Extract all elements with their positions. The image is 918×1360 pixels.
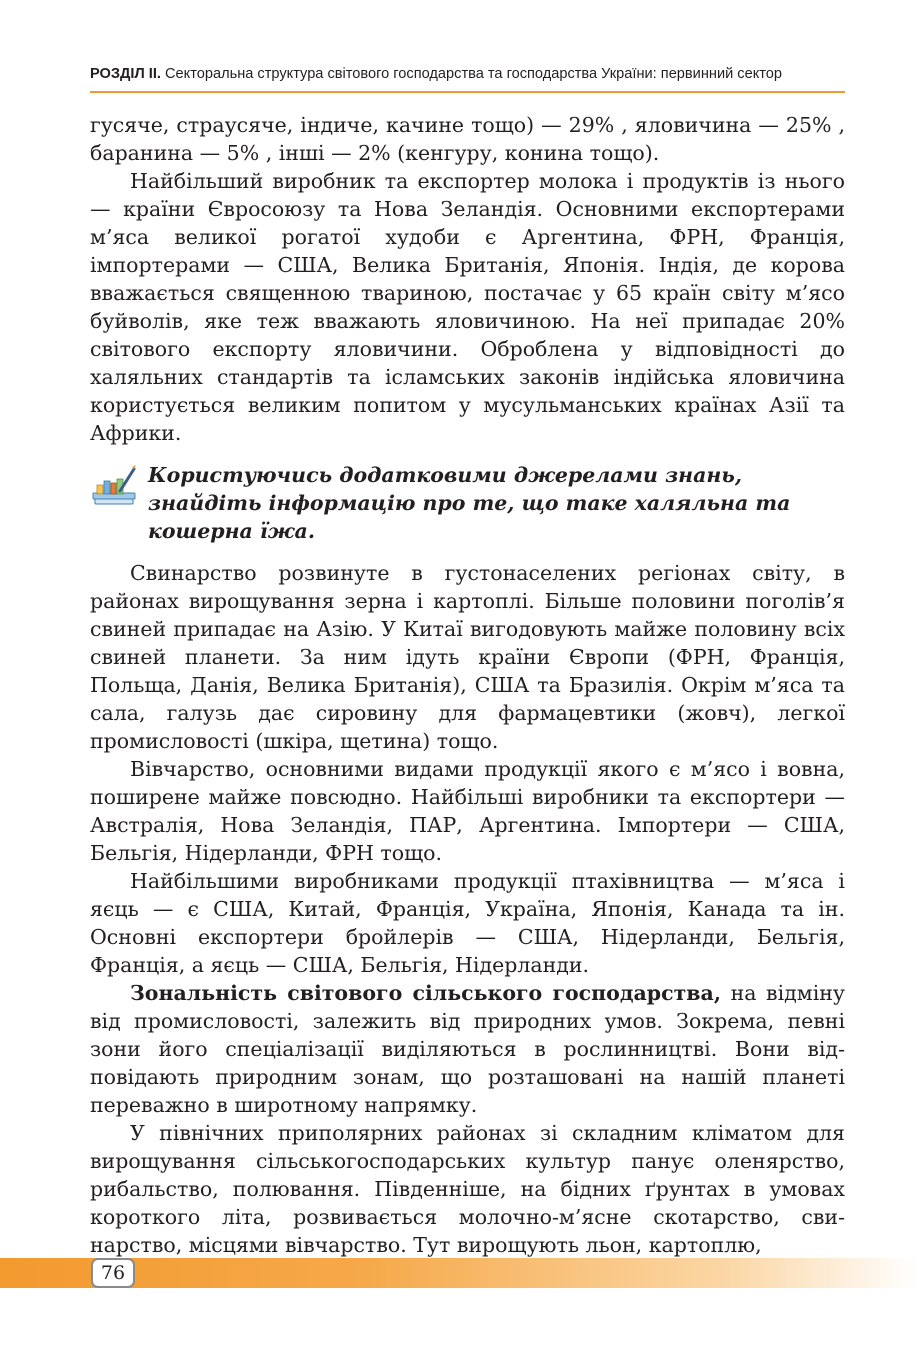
paragraph-continuation: гусяче, страусяче, індиче, качине тощо) — 29% , яловичина — 25% , баранина — 5% , інші — 2% (кенгуру, конина тощо). <box>90 113 845 165</box>
zonality-term: Зональність світового сільського господарства, <box>130 981 721 1005</box>
section-label: РОЗДІЛ II. <box>90 66 161 82</box>
paragraph-poultry: Найбільшими виробниками продукції птахівництва — м’яса і яєць — є США, Китай, Франція, Україна, Японія, Канада та ін. Основні експортери бройлерів — США, Нідерланди, Бельгія, Франція, а яєць — США, Бельгія, Нідерланди. <box>90 869 845 977</box>
books-pencil-icon <box>90 463 140 513</box>
paragraph-sheep-farming: Вівчарство, основними видами продукції якого є м’ясо і вовна, поширене майже повсюдно. Найбільші виробники та експортери — Австралія, Нова Зеландія, ПАР, Аргентина. Імпортери — США, Бельгія, Нідерланди, ФРН тощо. <box>90 757 845 865</box>
paragraph-milk-beef: Найбільший виробник та експортер молока і продуктів із нього — країни Євросоюзу та Нова Зеландія. Основними експортерами м’яса великої рогатої худоби є Аргентина, ФРН, Франція, імпортерами — США, Велика Британія, Японія. Індія, де корова вважається священною твариною, постачає у 65 країн світу м’ясо буйволів, яке теж вважають яловичиною. На неї припадає 20% світового експорту яловичини. Оброблена у відповідності до халяльних стандартів та ісламських законів індійська яловичина користується великим попитом у мусульманських країнах Азії та Африки. <box>90 169 845 445</box>
paragraph-pig-farming: Свинарство розвинуте в густонаселених регіонах світу, в районах вирощування зерна і картоплі. Більше половини поголів’я свиней припадає на Азію. У Китаї вигодовують майже половину всіх свиней планети. За ним ідуть країни Європи (ФРН, Франція, Польща, Данія, Велика Британія), США та Бразилія. Окрім м’яса та сала, галузь дає сировину для фармацевтики (жовч), легкої промисловості (шкіра, щетина) тощо. <box>90 561 845 753</box>
footer-band <box>0 1258 918 1288</box>
paragraph-polar-regions: У північних приполярних районах зі складним кліматом для вирощування сільськогосподарських культур панує оленярство, рибальство, полювання. Південніше, на бідних ґрунтах в умовах короткого літа, розвивається молочно-м’ясне скотарство, свинарство, місцями вівчарство. Тут вирощують льон, картоплю, <box>90 1121 845 1257</box>
header-divider <box>90 91 845 93</box>
page-body <box>90 111 845 1259</box>
running-header <box>90 64 850 84</box>
section-title: Секторальна структура світового господарства та господарства України: первинний сектор <box>160 66 783 82</box>
task-note <box>90 461 845 545</box>
page-number: 76 <box>91 1258 135 1288</box>
zonality-text: на відміну від промисловості, залежить від природних умов. Зокрема, певні зони його спеціалізації виділяються в рослинництві. Вони відповідають природним зонам, що розташовані на нашій планеті переважно в широтному напрямку. <box>90 981 845 1117</box>
task-note-text: Користуючись додатковими джерелами знань, знайдіть інформацію про те, що таке халяльна та кошерна їжа. <box>148 463 791 543</box>
paragraph-zonality <box>90 979 845 1119</box>
